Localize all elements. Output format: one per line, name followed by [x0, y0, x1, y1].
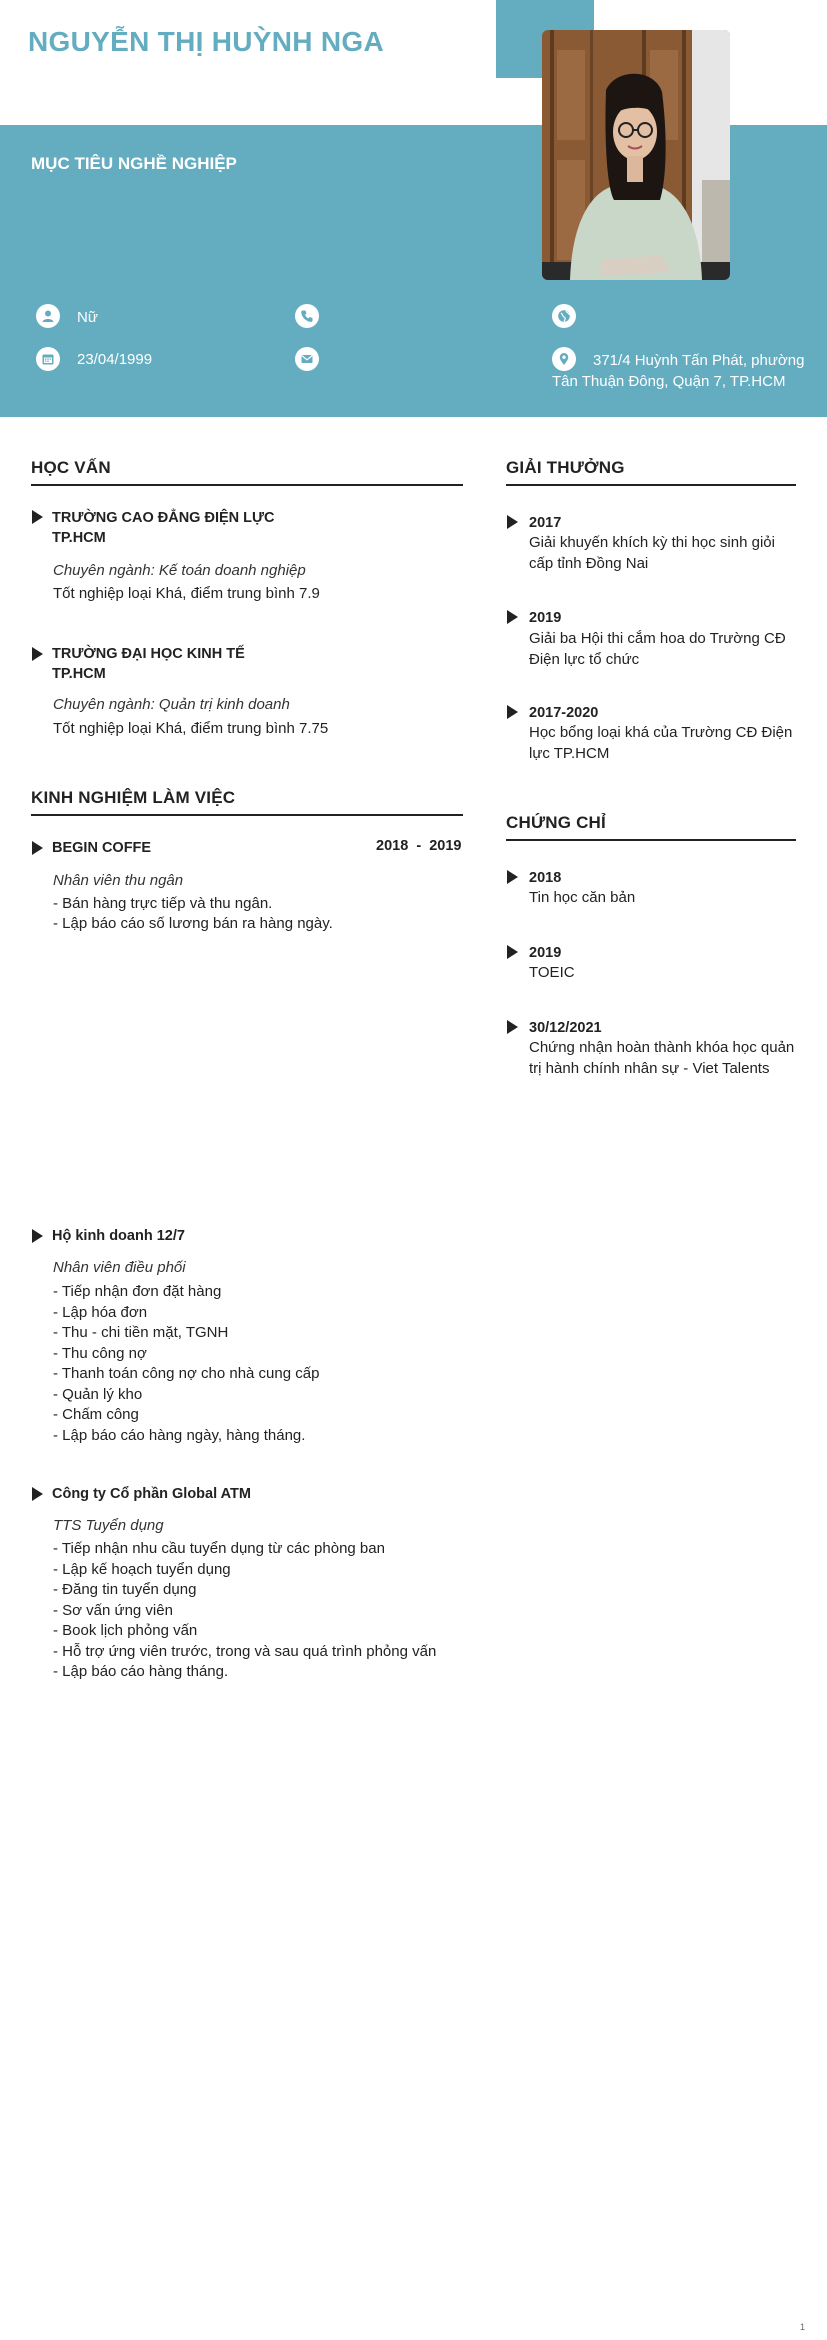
bullet-triangle-icon — [507, 1020, 518, 1034]
experience-role-3: TTS Tuyển dụng — [53, 1517, 164, 1534]
user-icon — [36, 304, 60, 328]
bullet-triangle-icon — [32, 1229, 43, 1243]
bullet-triangle-icon — [507, 610, 518, 624]
bullet-triangle-icon — [507, 705, 518, 719]
experience-rule — [31, 814, 463, 816]
education-school-1-line1: TRƯỜNG CAO ĐẲNG ĐIỆN LỰC — [52, 510, 275, 526]
candidate-name: NGUYỄN THỊ HUỲNH NGA — [28, 26, 385, 57]
certificate-year-3: 30/12/2021 — [529, 1020, 602, 1036]
award-desc-2-line2: Điện lực tổ chức — [529, 650, 640, 668]
education-title: HỌC VẤN — [31, 458, 111, 477]
awards-title: GIẢI THƯỞNG — [506, 458, 625, 477]
education-major-1: Chuyên ngành: Kế toán doanh nghiệp — [53, 562, 306, 579]
award-desc-1-line2: cấp tỉnh Đồng Nai — [529, 554, 649, 572]
education-school-2-line1: TRƯỜNG ĐẠI HỌC KINH TẾ — [52, 646, 245, 662]
experience-task: - Tiếp nhận nhu cầu tuyển dụng từ các phòng ban — [53, 1540, 385, 1557]
address-line-1: 371/4 Huỳnh Tấn Phát, phường — [593, 352, 805, 369]
award-desc-3-line2: lực TP.HCM — [529, 744, 610, 762]
education-major-2: Chuyên ngành: Quản trị kinh doanh — [53, 696, 290, 713]
gender-value: Nữ — [77, 309, 98, 326]
experience-years-1: 2018 - 2019 — [376, 838, 462, 854]
experience-role-2: Nhân viên điều phối — [53, 1259, 186, 1276]
certificate-year-1: 2018 — [529, 870, 562, 886]
bullet-triangle-icon — [32, 647, 43, 661]
experience-task: - Bán hàng trực tiếp và thu ngân. — [53, 895, 273, 912]
award-year-3: 2017-2020 — [529, 705, 599, 721]
bullet-triangle-icon — [32, 1487, 43, 1501]
address-line-2: Tân Thuận Đông, Quận 7, TP.HCM — [552, 373, 786, 390]
location-pin-icon — [552, 347, 576, 371]
experience-task: - Book lịch phỏng vấn — [53, 1622, 198, 1639]
certificate-desc-1: Tin học căn bản — [529, 889, 636, 906]
experience-task: - Chấm công — [53, 1406, 139, 1423]
page-number: 1 — [799, 2322, 805, 2332]
bullet-triangle-icon — [32, 510, 43, 524]
experience-role-1: Nhân viên thu ngân — [53, 872, 184, 889]
certificates-rule — [506, 839, 796, 841]
experience-company-1: BEGIN COFFE — [52, 840, 152, 856]
bullet-triangle-icon — [32, 841, 43, 855]
bullet-triangle-icon — [507, 945, 518, 959]
education-school-2-line2: TP.HCM — [52, 666, 106, 682]
experience-task: - Quản lý kho — [53, 1385, 143, 1403]
experience-task: - Lập báo cáo hàng tháng. — [53, 1663, 229, 1680]
award-desc-3-line1: Học bổng loại khá của Trường CĐ Điện — [529, 724, 793, 741]
certificate-desc-3-line1: Chứng nhận hoàn thành khóa học quản — [529, 1039, 795, 1056]
objective-title: MỤC TIÊU NGHỀ NGHIỆP — [31, 154, 237, 173]
experience-task: - Sơ vấn ứng viên — [53, 1601, 173, 1619]
experience-task: - Lập báo cáo hàng ngày, hàng tháng. — [53, 1426, 306, 1444]
bullet-triangle-icon — [507, 515, 518, 529]
education-school-1-line2: TP.HCM — [52, 530, 106, 546]
profile-photo — [542, 30, 730, 280]
birthday-value: 23/04/1999 — [77, 351, 153, 368]
experience-task: - Thanh toán công nợ cho nhà cung cấp — [53, 1365, 320, 1382]
award-desc-2-line1: Giải ba Hội thi cắm hoa do Trường CĐ — [529, 630, 786, 647]
award-year-2: 2019 — [529, 610, 562, 626]
bullet-triangle-icon — [507, 870, 518, 884]
phone-icon — [295, 304, 319, 328]
experience-task: - Thu công nợ — [53, 1344, 147, 1362]
experience-task: - Đăng tin tuyển dụng — [53, 1581, 197, 1598]
experience-task: - Thu - chi tiền mặt, TGNH — [53, 1324, 229, 1341]
calendar-icon — [36, 347, 60, 371]
certificate-desc-3-line2: trị hành chính nhân sự - Viet Talents — [529, 1059, 770, 1077]
awards-rule — [506, 484, 796, 486]
experience-task: - Lập báo cáo số lương bán ra hàng ngày. — [53, 915, 333, 932]
certificates-title: CHỨNG CHỈ — [506, 813, 606, 832]
experience-task: - Lập kế hoạch tuyển dụng — [53, 1560, 231, 1578]
experience-company-2: Hộ kinh doanh 12/7 — [52, 1228, 185, 1244]
education-result-2: Tốt nghiệp loại Khá, điểm trung bình 7.75 — [53, 720, 329, 737]
experience-task: - Hỗ trợ ứng viên trước, trong và sau quá trình phỏng vấn — [53, 1642, 437, 1660]
experience-task: - Lập hóa đơn — [53, 1303, 148, 1321]
experience-task: - Tiếp nhận đơn đặt hàng — [53, 1283, 222, 1300]
certificate-year-2: 2019 — [529, 945, 562, 961]
globe-icon — [552, 304, 576, 328]
education-result-1: Tốt nghiệp loại Khá, điểm trung bình 7.9 — [53, 585, 320, 602]
experience-title: KINH NGHIỆM LÀM VIỆC — [31, 788, 236, 807]
education-rule — [31, 484, 463, 486]
envelope-icon — [295, 347, 319, 371]
experience-company-3: Công ty Cổ phần Global ATM — [52, 1486, 251, 1502]
award-desc-1-line1: Giải khuyến khích kỳ thi học sinh giỏi — [529, 534, 775, 551]
award-year-1: 2017 — [529, 515, 562, 531]
certificate-desc-2: TOEIC — [529, 964, 575, 981]
